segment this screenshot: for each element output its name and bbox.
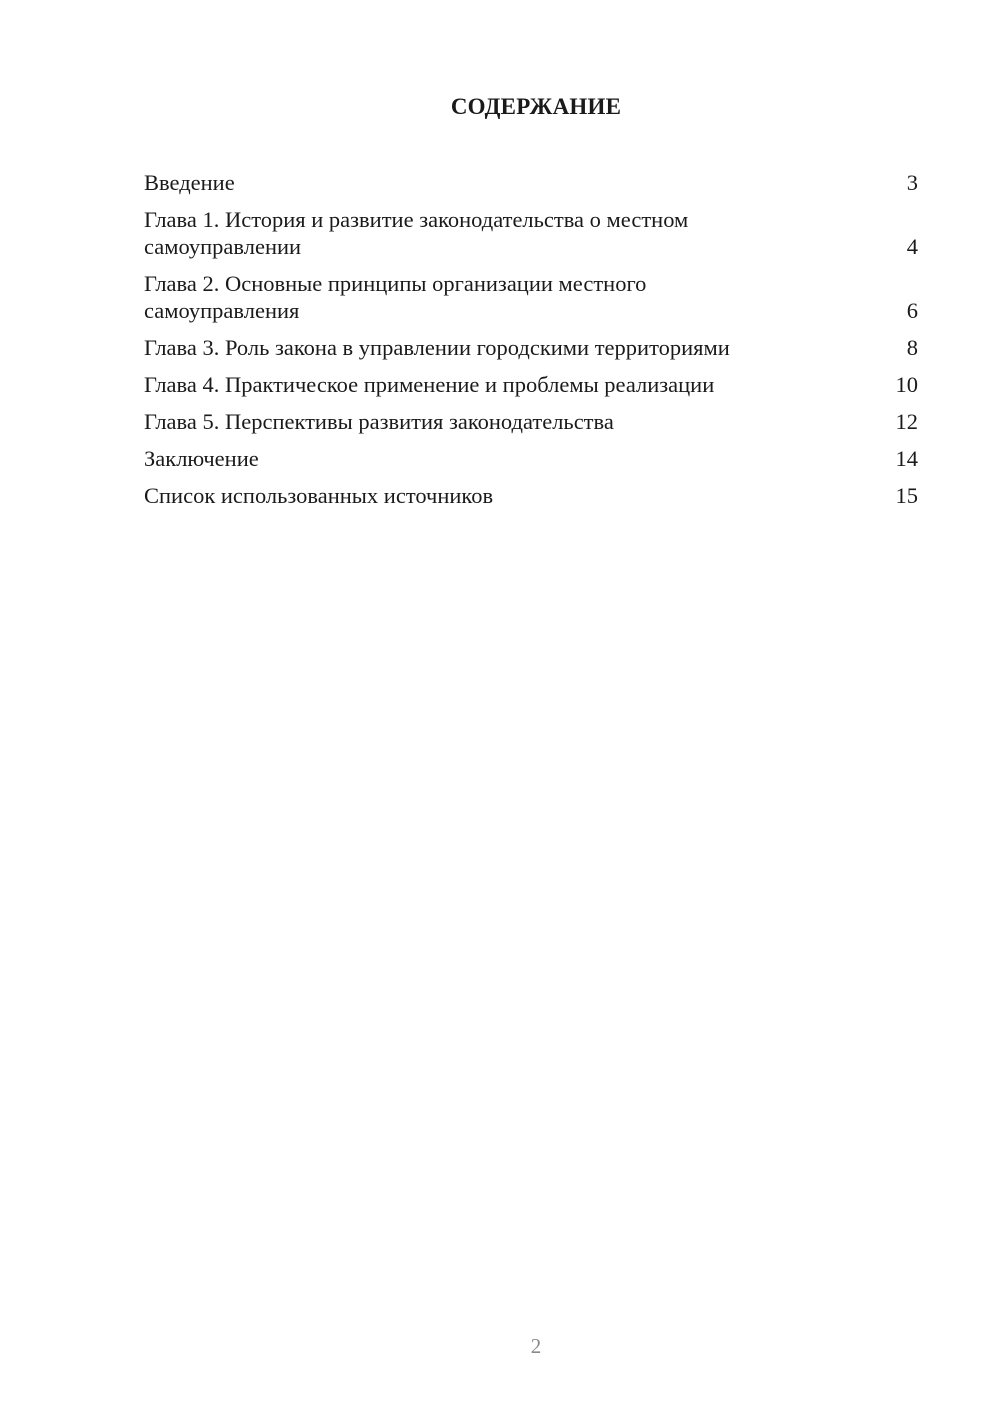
toc-entry-page: 14 [895, 446, 918, 471]
toc-entry-conclusion [144, 445, 918, 472]
toc-entry-page: 4 [906, 234, 918, 259]
toc-entry-page: 15 [895, 483, 918, 508]
toc-entry-page: 6 [906, 298, 918, 323]
toc-entry-label: Введение [144, 170, 235, 195]
toc-entry-label: Заключение [144, 446, 259, 471]
toc-entry-label: Глава 2. Основные принципы организации местного самоуправления [144, 271, 647, 323]
toc-entry-chapter-5 [144, 408, 918, 435]
table-of-contents [144, 169, 918, 519]
toc-entry-chapter-1 [144, 206, 918, 260]
toc-entry-page: 12 [895, 409, 918, 434]
page-title: СОДЕРЖАНИЕ [450, 94, 622, 119]
toc-entry-introduction [144, 169, 918, 196]
toc-entry-chapter-3 [144, 334, 918, 361]
toc-entry-page: 8 [906, 335, 918, 360]
toc-entry-chapter-4 [144, 371, 918, 398]
toc-entry-page: 10 [895, 372, 918, 397]
page-number: 2 [530, 1334, 542, 1358]
toc-entry-label: Глава 4. Практическое применение и проблемы реализации [144, 372, 715, 397]
toc-entry-label: Глава 5. Перспективы развития законодательства [144, 409, 614, 434]
toc-entry-chapter-2 [144, 270, 918, 324]
toc-entry-label: Глава 3. Роль закона в управлении городскими территориями [144, 335, 730, 360]
toc-entry-label: Глава 1. История и развитие законодательства о местном самоуправлении [144, 207, 689, 259]
toc-entry-page: 3 [906, 170, 918, 195]
toc-entry-label: Список использованных источников [144, 483, 494, 508]
toc-entry-references [144, 482, 918, 509]
